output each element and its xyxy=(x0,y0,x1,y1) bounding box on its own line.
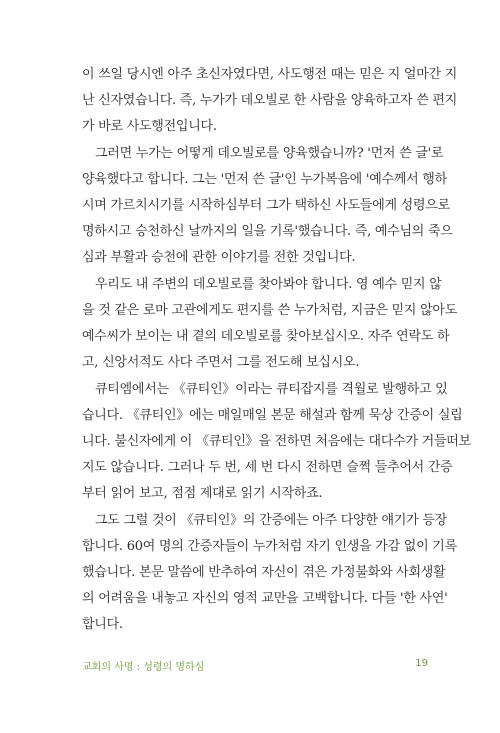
text-line: 명하시고 승천하신 날까지의 일을 기록'했습니다. 즉, 예수님의 죽으 xyxy=(82,224,453,239)
text-line: 그러면 누가는 어떻게 데오빌로를 양육했습니까? '먼저 쓴 글'로 xyxy=(95,146,444,161)
text-line: 그도 그럴 것이 《큐티인》의 간증에는 아주 다양한 얘기가 등장 xyxy=(95,513,447,528)
text-line: 이 쓰일 당시엔 아주 초신자였다면, 사도행전 때는 믿은 지 얼마간 지 xyxy=(82,67,458,82)
text-line: 을 것 같은 로마 고관에게도 편지를 쓴 누가처럼, 지금은 믿지 않아도 xyxy=(82,303,458,318)
text-line: 양육했다고 합니다. 그는 '먼저 쓴 글'인 누가복음에 '예수께서 행하 xyxy=(82,172,447,187)
text-line: 부터 읽어 보고, 점점 제대로 읽기 시작하죠. xyxy=(82,486,323,501)
text-line: 난 신자였습니다. 즉, 누가가 데오빌로 한 사람을 양육하고자 쓴 편지 xyxy=(82,93,458,108)
paragraph-1 xyxy=(82,62,458,140)
text-line: 예수씨가 보이는 내 곁의 데오빌로를 찾아보십시오. 자주 연락도 하 xyxy=(82,329,450,344)
text-line: 습니다. 《큐티인》에는 매일매일 본문 해설과 함께 묵상 간증이 실립 xyxy=(82,408,463,423)
text-line: 큐티엠에서는 《큐티인》이라는 큐티잡지를 격월로 발행하고 있 xyxy=(95,382,448,397)
paragraph-4 xyxy=(82,377,471,507)
text-line: 니다. 불신자에게 이 《큐티인》을 전하면 처음에는 대다수가 거들떠보 xyxy=(82,434,471,449)
text-line: 지도 않습니다. 그러나 두 번, 세 번 다시 전하면 슬쩍 들추어서 간증 xyxy=(82,460,453,475)
page-number: 19 xyxy=(415,658,428,669)
text-line: 가 바로 사도행전입니다. xyxy=(82,119,217,134)
text-line: 의 어려움을 내놓고 자신의 영적 교만을 고백합니다. 다들 '한 사연' xyxy=(82,591,448,606)
text-line: 심과 부활과 승천에 관한 이야기를 전한 것입니다. xyxy=(82,250,356,265)
text-line: 고, 신앙서적도 사다 주면서 그를 전도해 보십시오. xyxy=(82,355,360,370)
text-line: 합니다. xyxy=(82,617,123,632)
page-footer xyxy=(82,658,428,674)
text-line: 했습니다. 본문 말씀에 반추하여 자신이 겪은 가정불화와 사회생활 xyxy=(82,565,446,580)
paragraph-3 xyxy=(82,272,458,376)
text-line: 우리도 내 주변의 데오빌로를 찾아봐야 합니다. 영 예수 믿지 않 xyxy=(95,277,442,292)
paragraph-2 xyxy=(82,141,453,271)
page-body xyxy=(82,62,471,639)
text-line: 합니다. 60여 명의 간증자들이 누가처럼 자기 인생을 가감 없이 기록 xyxy=(82,539,457,554)
text-line: 시며 가르치시기를 시작하심부터 그가 택하신 사도들에게 성령으로 xyxy=(82,198,450,213)
paragraph-5 xyxy=(82,508,457,638)
running-title: 교회의 사명 : 성령의 명하심 xyxy=(82,662,205,673)
